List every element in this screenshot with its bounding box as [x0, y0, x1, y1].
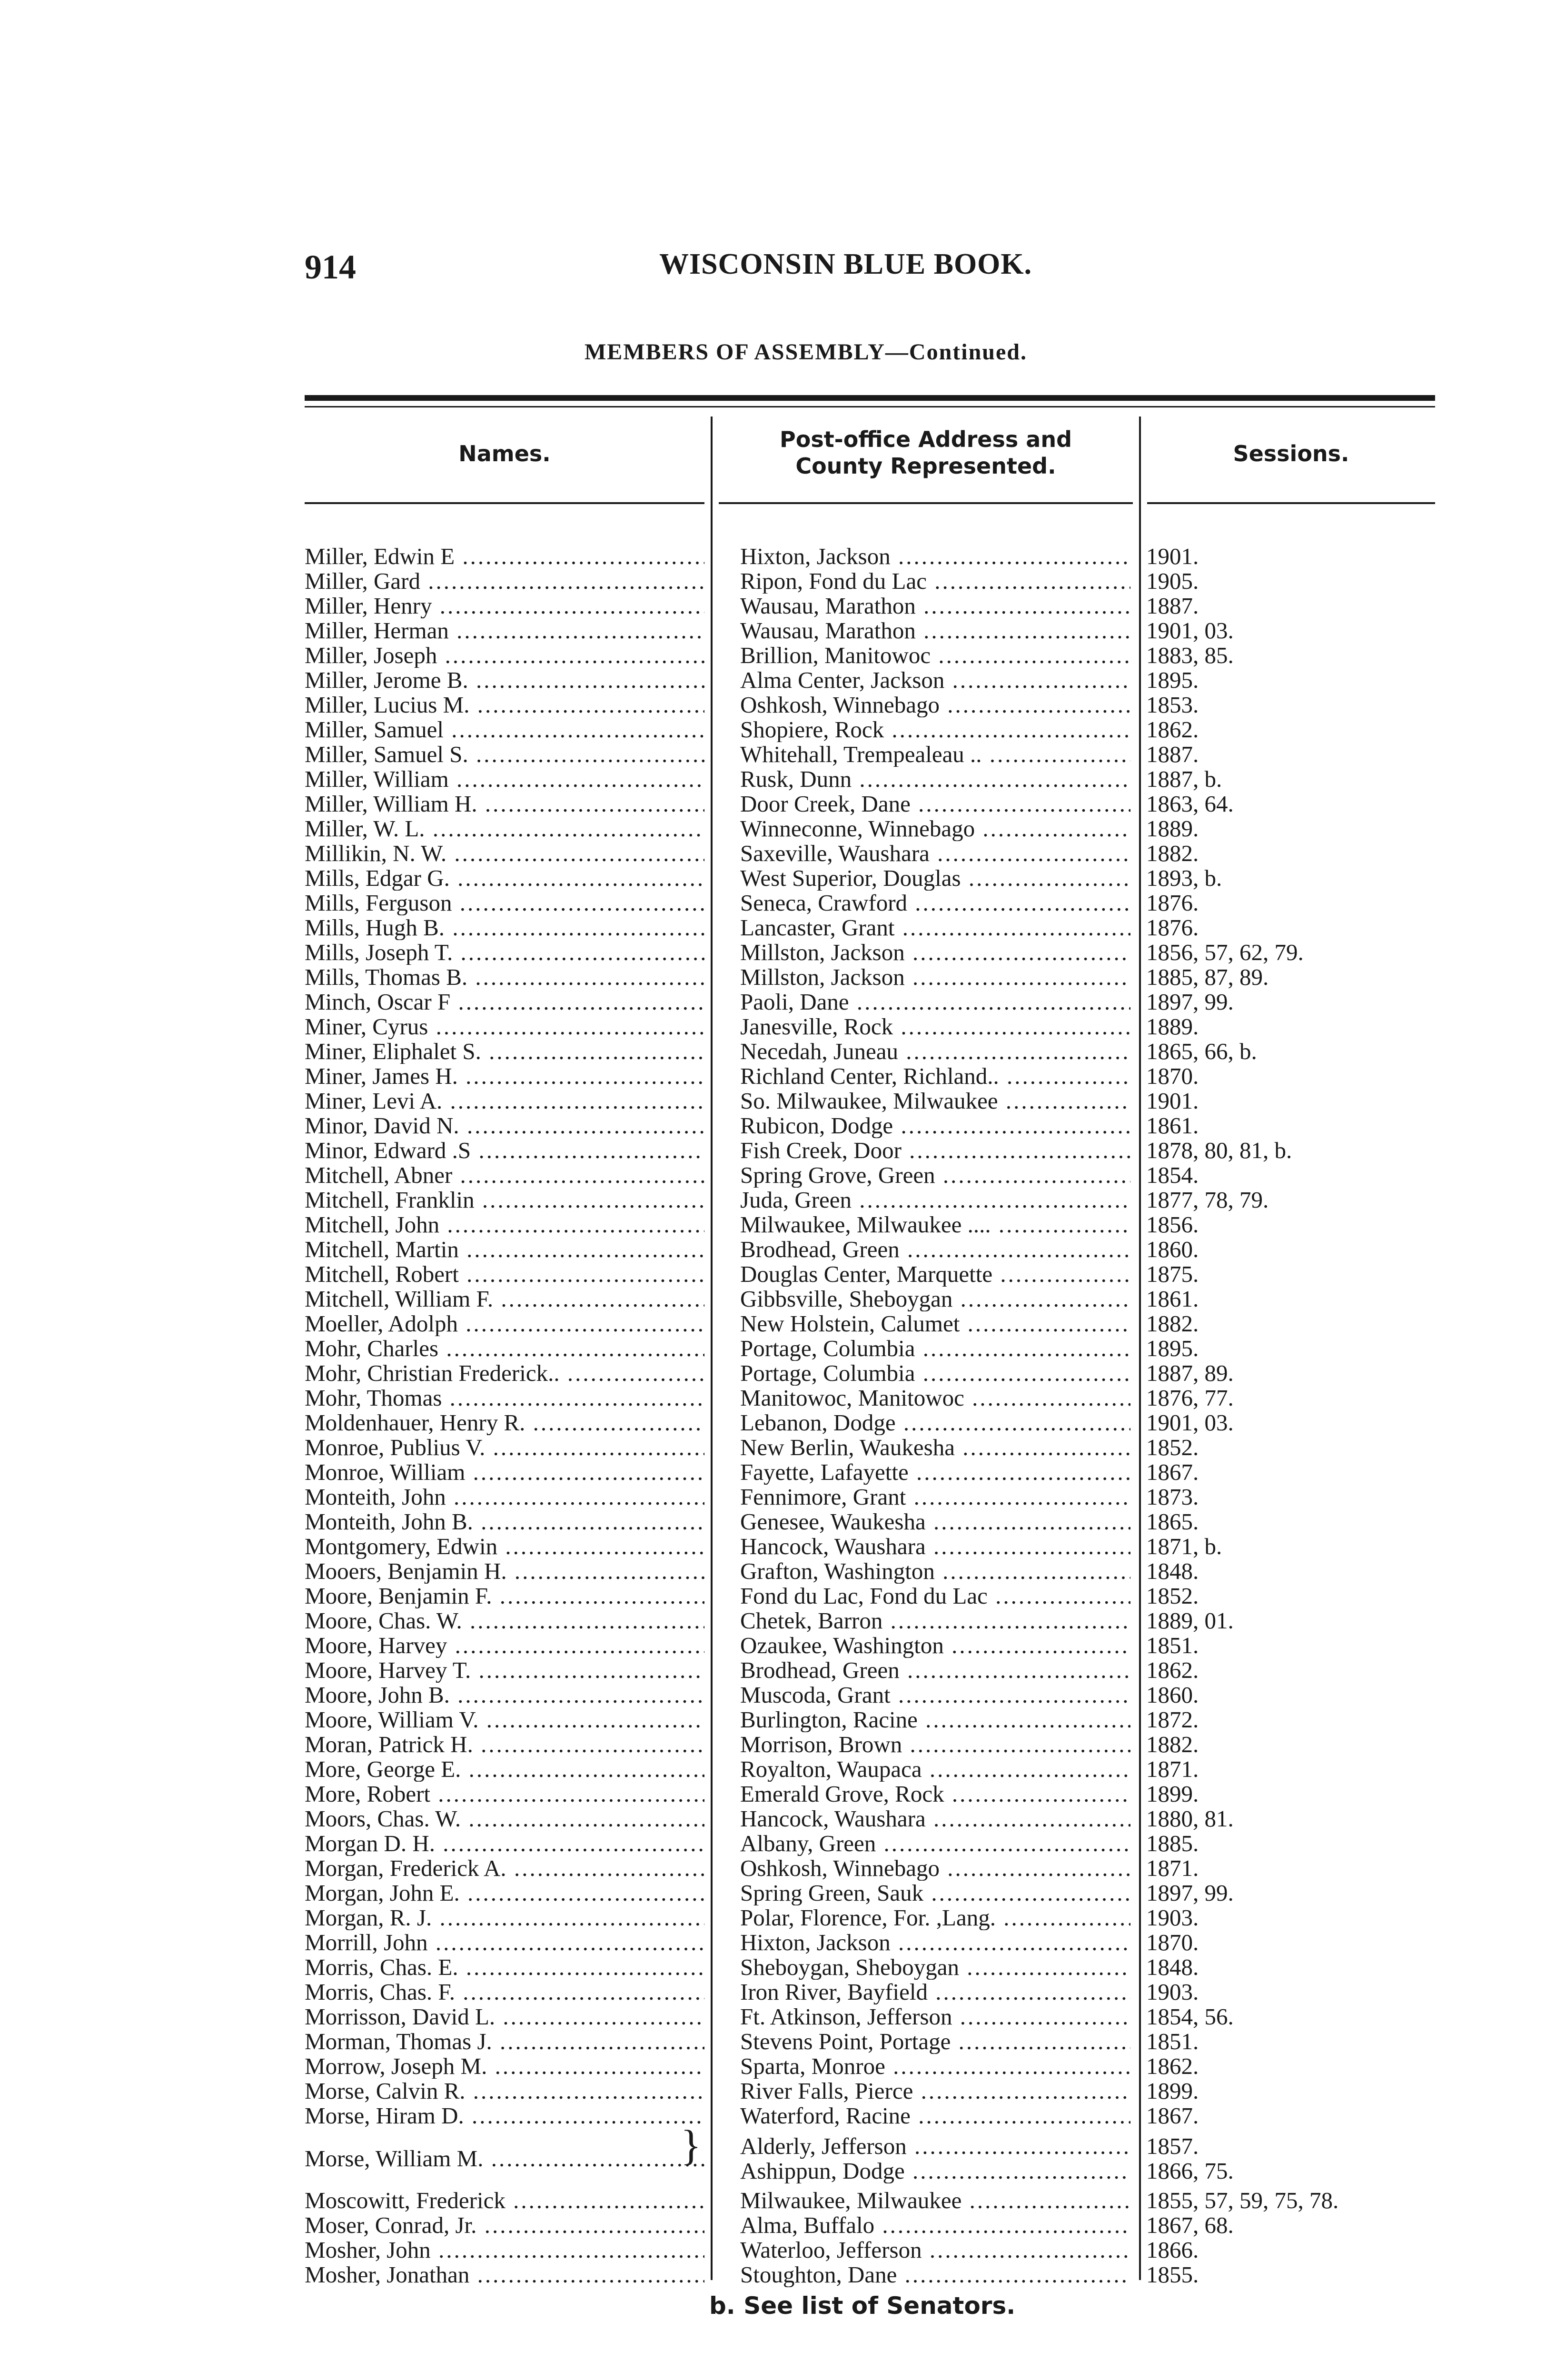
member-sessions: 1878, 80, 81, b.: [1146, 1138, 1292, 1163]
member-sessions: 1862.: [1146, 2054, 1199, 2079]
member-sessions: 1866, 75.: [1146, 2159, 1234, 2183]
member-address: Ashippun, Dodge .....: [740, 2159, 1130, 2183]
member-name: Moore, Chas. W. .....: [305, 1608, 704, 1633]
member-name: Morrisson, David L. .....: [305, 2004, 704, 2029]
table-row: [0, 618, 1546, 643]
table-row: [0, 1435, 1546, 1460]
member-sessions: 1863, 64.: [1146, 792, 1234, 816]
member-address: Fayette, Lafayette .....: [740, 1460, 1130, 1485]
member-sessions: 1867.: [1146, 1460, 1199, 1485]
member-name: Morris, Chas. E. .....: [305, 1955, 704, 1980]
member-name: Mills, Ferguson .....: [305, 891, 704, 915]
member-sessions: 1848.: [1146, 1559, 1199, 1584]
member-address: Seneca, Crawford .....: [740, 891, 1130, 915]
member-name: Morris, Chas. F. .....: [305, 1980, 704, 2004]
member-sessions: 1876.: [1146, 891, 1199, 915]
footnote: b. See list of Senators.: [709, 2292, 1016, 2320]
member-address: So. Milwaukee, Milwaukee .....: [740, 1089, 1130, 1113]
member-name: Mitchell, Abner .....: [305, 1163, 704, 1188]
member-address: Sparta, Monroe .....: [740, 2054, 1130, 2079]
member-address: Spring Grove, Green .....: [740, 1163, 1130, 1188]
member-name: Miner, Eliphalet S. .....: [305, 1039, 704, 1064]
member-address: Douglas Center, Marquette .....: [740, 1262, 1130, 1287]
table-row: [0, 1311, 1546, 1336]
member-name: Morgan, Frederick A. .....: [305, 1856, 704, 1881]
member-address: Rubicon, Dodge .....: [740, 1113, 1130, 1138]
member-sessions: 1887.: [1146, 594, 1199, 618]
table-row: [0, 1509, 1546, 1534]
table-row: [0, 1757, 1546, 1782]
member-sessions: 1901, 03.: [1146, 618, 1234, 643]
table-row: [0, 1683, 1546, 1707]
member-name: Morse, Calvin R. .....: [305, 2079, 704, 2103]
table-row: [0, 1188, 1546, 1212]
member-name: Morse, Hiram D. .....: [305, 2103, 704, 2128]
member-sessions: 1897, 99.: [1146, 990, 1234, 1014]
member-address: Waterford, Racine .....: [740, 2103, 1130, 2128]
member-address: Brillion, Manitowoc .....: [740, 643, 1130, 668]
member-address: Lancaster, Grant .....: [740, 915, 1130, 940]
member-address: Hancock, Waushara .....: [740, 1806, 1130, 1831]
brace-mark: }: [681, 2122, 702, 2169]
member-name: Miner, James H. .....: [305, 1064, 704, 1089]
member-name: Mills, Edgar G. .....: [305, 866, 704, 891]
member-address: Alma, Buffalo .....: [740, 2213, 1130, 2238]
member-address: Iron River, Bayfield .....: [740, 1980, 1130, 2004]
member-name: Moran, Patrick H. .....: [305, 1732, 704, 1757]
table-row: [0, 841, 1546, 866]
member-sessions: 1862.: [1146, 1658, 1199, 1683]
member-name: Mosher, Jonathan .....: [305, 2262, 704, 2287]
table-row: [0, 1113, 1546, 1138]
member-name: Mitchell, Martin .....: [305, 1237, 704, 1262]
member-name: Miller, William .....: [305, 767, 704, 792]
table-row: [0, 1287, 1546, 1311]
member-address: Richland Center, Richland.. .....: [740, 1064, 1130, 1089]
member-sessions: 1895.: [1146, 1336, 1199, 1361]
member-sessions: 1871.: [1146, 1757, 1199, 1782]
member-address: Ft. Atkinson, Jefferson .....: [740, 2004, 1130, 2029]
table-row: [0, 2159, 1546, 2183]
member-name: Morgan, R. J. .....: [305, 1905, 704, 1930]
member-sessions: 1851.: [1146, 2029, 1199, 2054]
member-name: Miller, William H. .....: [305, 792, 704, 816]
member-name: Morgan D. H. .....: [305, 1831, 704, 1856]
table-row: [0, 1955, 1546, 1980]
member-sessions: 1882.: [1146, 1732, 1199, 1757]
member-sessions: 1856, 57, 62, 79.: [1146, 940, 1304, 965]
member-address: Emerald Grove, Rock .....: [740, 1782, 1130, 1806]
member-sessions: 1905.: [1146, 569, 1199, 594]
member-name: Moore, William V. .....: [305, 1707, 704, 1732]
member-address: Hixton, Jackson .....: [740, 544, 1130, 569]
member-address: Shopiere, Rock .....: [740, 717, 1130, 742]
member-name: Monteith, John B. .....: [305, 1509, 704, 1534]
member-name: Mitchell, Franklin .....: [305, 1188, 704, 1212]
member-name: Mooers, Benjamin H. .....: [305, 1559, 704, 1584]
table-row: [0, 1212, 1546, 1237]
member-address: Winneconne, Winnebago .....: [740, 816, 1130, 841]
table-row: [0, 1707, 1546, 1732]
member-address: Millston, Jackson .....: [740, 940, 1130, 965]
member-sessions: 1856.: [1146, 1212, 1199, 1237]
table-row: [0, 1361, 1546, 1386]
member-name: Mitchell, William F. .....: [305, 1287, 704, 1311]
member-sessions: 1853.: [1146, 693, 1199, 717]
column-header-address-line1: Post-office Address and: [780, 426, 1072, 452]
member-sessions: 1885, 87, 89.: [1146, 965, 1269, 990]
column-header-names: Names.: [458, 441, 551, 466]
member-address: Janesville, Rock .....: [740, 1014, 1130, 1039]
header-underline-sessions: [1147, 502, 1435, 504]
member-sessions: 1876.: [1146, 915, 1199, 940]
table-row: [0, 2103, 1546, 2128]
member-address: Rusk, Dunn .....: [740, 767, 1130, 792]
member-name: Minch, Oscar F .....: [305, 990, 704, 1014]
member-sessions: 1882.: [1146, 841, 1199, 866]
member-address: Fennimore, Grant .....: [740, 1485, 1130, 1509]
member-address: Manitowoc, Manitowoc .....: [740, 1386, 1130, 1410]
table-row: [0, 891, 1546, 915]
member-sessions: 1861.: [1146, 1287, 1199, 1311]
member-sessions: 1865, 66, b.: [1146, 1039, 1257, 1064]
member-address: Brodhead, Green .....: [740, 1237, 1130, 1262]
member-name: Miller, Samuel S. .....: [305, 742, 704, 767]
table-row: [0, 1930, 1546, 1955]
member-address: Gibbsville, Sheboygan .....: [740, 1287, 1130, 1311]
table-row: [0, 2029, 1546, 2054]
member-address: Chetek, Barron .....: [740, 1608, 1130, 1633]
member-address: Stoughton, Dane .....: [740, 2262, 1130, 2287]
table-row: [0, 1782, 1546, 1806]
member-sessions: 1887.: [1146, 742, 1199, 767]
member-name: Mitchell, Robert .....: [305, 1262, 704, 1287]
member-address: Burlington, Racine .....: [740, 1707, 1130, 1732]
member-address: Milwaukee, Milwaukee .... .....: [740, 1212, 1130, 1237]
member-sessions: 1854, 56.: [1146, 2004, 1234, 2029]
table-row: [0, 767, 1546, 792]
member-address: West Superior, Douglas .....: [740, 866, 1130, 891]
member-address: Genesee, Waukesha .....: [740, 1509, 1130, 1534]
member-address: Ripon, Fond du Lac .....: [740, 569, 1130, 594]
member-sessions: 1877, 78, 79.: [1146, 1188, 1269, 1212]
member-name: Morrow, Joseph M. .....: [305, 2054, 704, 2079]
top-rule-thick: [305, 395, 1435, 401]
table-row: [0, 1336, 1546, 1361]
header-underline-address: [719, 502, 1133, 504]
member-address: Lebanon, Dodge .....: [740, 1410, 1130, 1435]
member-address: Sheboygan, Sheboygan .....: [740, 1955, 1130, 1980]
section-title: MEMBERS OF ASSEMBLY—Continued.: [585, 339, 1027, 365]
member-sessions: 1885.: [1146, 1831, 1199, 1856]
member-sessions: 1883, 85.: [1146, 643, 1234, 668]
table-row: [0, 1460, 1546, 1485]
table-row: [0, 1559, 1546, 1584]
member-address: Alderly, Jefferson .....: [740, 2134, 1130, 2159]
member-sessions: 1857.: [1146, 2134, 1199, 2159]
member-sessions: 1860.: [1146, 1237, 1199, 1262]
member-address: Fond du Lac, Fond du Lac .....: [740, 1584, 1130, 1608]
member-name: Monteith, John .....: [305, 1485, 704, 1509]
member-address: New Holstein, Calumet .....: [740, 1311, 1130, 1336]
member-sessions: 1901.: [1146, 544, 1199, 569]
member-address: Whitehall, Trempealeau .. .....: [740, 742, 1130, 767]
member-address: Wausau, Marathon .....: [740, 594, 1130, 618]
member-address: Spring Green, Sauk .....: [740, 1881, 1130, 1905]
table-row: [0, 1633, 1546, 1658]
member-name: Mills, Hugh B. .....: [305, 915, 704, 940]
member-sessions: 1903.: [1146, 1980, 1199, 2004]
member-sessions: 1867.: [1146, 2103, 1199, 2128]
member-address: Stevens Point, Portage .....: [740, 2029, 1130, 2054]
member-name: Miller, Joseph .....: [305, 643, 704, 668]
member-sessions: 1887, 89.: [1146, 1361, 1234, 1386]
table-row: [0, 1237, 1546, 1262]
table-row: [0, 1014, 1546, 1039]
member-name: More, George E. .....: [305, 1757, 704, 1782]
member-sessions: 1870.: [1146, 1064, 1199, 1089]
member-name: Morrill, John .....: [305, 1930, 704, 1955]
table-row: [0, 1732, 1546, 1757]
table-row: [0, 569, 1546, 594]
member-sessions: 1899.: [1146, 2079, 1199, 2103]
member-sessions: 1848.: [1146, 1955, 1199, 1980]
table-row: [0, 594, 1546, 618]
table-row: [0, 1534, 1546, 1559]
running-head: WISCONSIN BLUE BOOK.: [659, 248, 1032, 280]
table-row: [0, 1064, 1546, 1089]
member-name: Moore, Benjamin F. .....: [305, 1584, 704, 1608]
member-address: Wausau, Marathon .....: [740, 618, 1130, 643]
member-address: Necedah, Juneau .....: [740, 1039, 1130, 1064]
member-name: Moeller, Adolph .....: [305, 1311, 704, 1336]
member-sessions: 1870.: [1146, 1930, 1199, 1955]
table-row: [0, 866, 1546, 891]
member-name: Minor, Edward .S .....: [305, 1138, 704, 1163]
table-row: [0, 2004, 1546, 2029]
table-row: [0, 1138, 1546, 1163]
table-row: [0, 940, 1546, 965]
header-underline-names: [305, 502, 704, 504]
member-address: Oshkosh, Winnebago .....: [740, 1856, 1130, 1881]
member-sessions: 1895.: [1146, 668, 1199, 693]
table-row: [0, 2188, 1546, 2213]
member-sessions: 1889.: [1146, 816, 1199, 841]
member-sessions: 1861.: [1146, 1113, 1199, 1138]
table-row: [0, 792, 1546, 816]
member-name: Mills, Thomas B. .....: [305, 965, 704, 990]
table-row: [0, 2238, 1546, 2262]
table-row: [0, 1831, 1546, 1856]
member-name: Mills, Joseph T. .....: [305, 940, 704, 965]
column-header-address: [719, 426, 1133, 479]
member-sessions: 1871.: [1146, 1856, 1199, 1881]
member-address: Royalton, Waupaca .....: [740, 1757, 1130, 1782]
member-name: Morse, William M. .....: [305, 2146, 704, 2171]
member-sessions: 1901, 03.: [1146, 1410, 1234, 1435]
member-address: New Berlin, Waukesha .....: [740, 1435, 1130, 1460]
member-address: Muscoda, Grant .....: [740, 1683, 1130, 1707]
member-address: Brodhead, Green .....: [740, 1658, 1130, 1683]
member-sessions: 1875.: [1146, 1262, 1199, 1287]
member-sessions: 1876, 77.: [1146, 1386, 1234, 1410]
member-address: Alma Center, Jackson .....: [740, 668, 1130, 693]
member-sessions: 1893, b.: [1146, 866, 1222, 891]
member-name: Morman, Thomas J. .....: [305, 2029, 704, 2054]
member-sessions: 1889, 01.: [1146, 1608, 1234, 1633]
member-name: Moldenhauer, Henry R. .....: [305, 1410, 704, 1435]
member-sessions: 1899.: [1146, 1782, 1199, 1806]
table-row: [0, 1386, 1546, 1410]
table-row: [0, 1905, 1546, 1930]
member-sessions: 1852.: [1146, 1584, 1199, 1608]
member-address: Saxeville, Waushara .....: [740, 841, 1130, 866]
member-address: Polar, Florence, For. ,Lang. .....: [740, 1905, 1130, 1930]
member-sessions: 1855.: [1146, 2262, 1199, 2287]
member-name: Mohr, Christian Frederick.. .....: [305, 1361, 704, 1386]
member-sessions: 1851.: [1146, 1633, 1199, 1658]
member-address: Ozaukee, Washington .....: [740, 1633, 1130, 1658]
member-address: Millston, Jackson .....: [740, 965, 1130, 990]
member-name: Mohr, Charles .....: [305, 1336, 704, 1361]
member-name: Mosher, John .....: [305, 2238, 704, 2262]
member-address: Morrison, Brown .....: [740, 1732, 1130, 1757]
member-address: Grafton, Washington .....: [740, 1559, 1130, 1584]
table-row: [0, 643, 1546, 668]
table-row: [0, 1856, 1546, 1881]
table-row: [0, 2054, 1546, 2079]
table-row: [0, 2262, 1546, 2287]
member-address: Portage, Columbia .....: [740, 1336, 1130, 1361]
member-sessions: 1862.: [1146, 717, 1199, 742]
table-row: [0, 915, 1546, 940]
member-name: Mitchell, John .....: [305, 1212, 704, 1237]
member-name: Montgomery, Edwin .....: [305, 1534, 704, 1559]
member-name: Miner, Cyrus .....: [305, 1014, 704, 1039]
table-row: [0, 742, 1546, 767]
column-header-sessions: Sessions.: [1233, 441, 1349, 466]
member-name: Millikin, N. W. .....: [305, 841, 704, 866]
member-name: Moore, Harvey .....: [305, 1633, 704, 1658]
table-row: [0, 1608, 1546, 1633]
member-name: Moore, Harvey T. .....: [305, 1658, 704, 1683]
member-name: More, Robert .....: [305, 1782, 704, 1806]
member-address: Fish Creek, Door .....: [740, 1138, 1130, 1163]
table-row: [0, 1980, 1546, 2004]
top-rule-thin: [305, 406, 1435, 407]
table-row: [0, 717, 1546, 742]
member-name: Miller, Edwin E .....: [305, 544, 704, 569]
member-name: Miller, Jerome B. .....: [305, 668, 704, 693]
member-address: Hixton, Jackson .....: [740, 1930, 1130, 1955]
member-name: Moscowitt, Frederick .....: [305, 2188, 704, 2213]
table-row: [0, 1039, 1546, 1064]
member-address: Waterloo, Jefferson .....: [740, 2238, 1130, 2262]
member-sessions: 1880, 81.: [1146, 1806, 1234, 1831]
member-name: Moser, Conrad, Jr. .....: [305, 2213, 704, 2238]
member-sessions: 1854.: [1146, 1163, 1199, 1188]
member-name: Minor, David N. .....: [305, 1113, 704, 1138]
member-sessions: 1882.: [1146, 1311, 1199, 1336]
member-sessions: 1889.: [1146, 1014, 1199, 1039]
table-row: [0, 668, 1546, 693]
member-address: Juda, Green .....: [740, 1188, 1130, 1212]
member-name: Miller, Gard .....: [305, 569, 704, 594]
member-name: Mohr, Thomas .....: [305, 1386, 704, 1410]
table-row: [0, 693, 1546, 717]
member-name: Monroe, Publius V. .....: [305, 1435, 704, 1460]
member-address: River Falls, Pierce .....: [740, 2079, 1130, 2103]
table-row: [0, 990, 1546, 1014]
member-sessions: 1865.: [1146, 1509, 1199, 1534]
member-address: Portage, Columbia .....: [740, 1361, 1130, 1386]
member-sessions: 1867, 68.: [1146, 2213, 1234, 2238]
member-name: Miller, W. L. .....: [305, 816, 704, 841]
member-address: Oshkosh, Winnebago .....: [740, 693, 1130, 717]
page-number: 914: [305, 248, 356, 286]
member-sessions: 1873.: [1146, 1485, 1199, 1509]
table-row: [0, 1410, 1546, 1435]
table-row: [0, 1806, 1546, 1831]
member-name: Miller, Lucius M. .....: [305, 693, 704, 717]
table-row: [0, 544, 1546, 569]
member-address: Hancock, Waushara .....: [740, 1534, 1130, 1559]
table-row: [0, 1262, 1546, 1287]
member-sessions: 1887, b.: [1146, 767, 1222, 792]
table-row: [0, 1881, 1546, 1905]
member-sessions: 1866.: [1146, 2238, 1199, 2262]
table-row: [0, 2079, 1546, 2103]
member-address: Paoli, Dane .....: [740, 990, 1130, 1014]
table-row: [0, 1089, 1546, 1113]
member-sessions: 1852.: [1146, 1435, 1199, 1460]
member-sessions: 1872.: [1146, 1707, 1199, 1732]
member-address: Albany, Green .....: [740, 1831, 1130, 1856]
table-row: [0, 1485, 1546, 1509]
member-name: Moors, Chas. W. .....: [305, 1806, 704, 1831]
member-name: Morgan, John E. .....: [305, 1881, 704, 1905]
member-sessions: 1897, 99.: [1146, 1881, 1234, 1905]
member-sessions: 1871, b.: [1146, 1534, 1222, 1559]
table-row: [0, 2213, 1546, 2238]
member-name: Moore, John B. .....: [305, 1683, 704, 1707]
table-row: [0, 1584, 1546, 1608]
table-row: [0, 816, 1546, 841]
table-row: [0, 1163, 1546, 1188]
member-address: Milwaukee, Milwaukee .....: [740, 2188, 1130, 2213]
column-header-address-line2: County Represented.: [795, 453, 1056, 479]
member-sessions: 1855, 57, 59, 75, 78.: [1146, 2188, 1339, 2213]
member-name: Miller, Henry .....: [305, 594, 704, 618]
member-name: Miller, Samuel .....: [305, 717, 704, 742]
member-sessions: 1901.: [1146, 1089, 1199, 1113]
member-name: Monroe, William .....: [305, 1460, 704, 1485]
table-row: [0, 965, 1546, 990]
member-name: Miller, Herman .....: [305, 618, 704, 643]
member-address: Door Creek, Dane .....: [740, 792, 1130, 816]
table-row: [0, 1658, 1546, 1683]
member-sessions: 1860.: [1146, 1683, 1199, 1707]
member-name: Miner, Levi A. .....: [305, 1089, 704, 1113]
member-sessions: 1903.: [1146, 1905, 1199, 1930]
